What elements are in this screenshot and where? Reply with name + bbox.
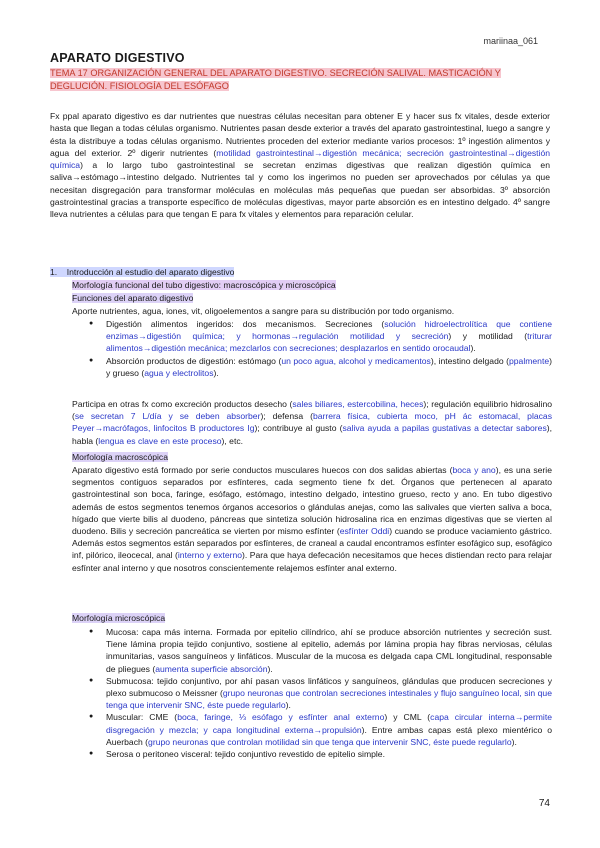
list-item: ● Serosa o peritoneo visceral: tejido conjuntivo revestido de epitelio simple. — [72, 748, 552, 760]
page-number: 74 — [538, 798, 550, 809]
intro-paragraph: Fx ppal aparato digestivo es dar nutrientes que nuestras células necesitan para obtener E y hacer sus fx vitales, desde exterior hasta que llegan a todas células organismo. Nutrientes pasan desde exterior a través del aparato gastrointestinal, luego a sangre y ésta la distribuye a todas células organismo. Nutrientes proceden del exterior mediante varios procesos: 1º ingestión alimentos y agua del exterior. 2º digerir nutrientes (motilidad gastrointestinal→digestión mecánica; secreción gastrointestinal→digestión química) a lo largo tubo gastrointestinal se secretan enzimas digestivas que realizan digestión química en saliva→estómago→intestino delgado. Nutrientes tal y como los ingerimos no pueden ser aprovechados por células ya que necesitan disgregación para transformar moléculas en moléculas más pequeñas que puedan ser absorbidas. 3º absorción gastrointestinal gracias a transporte específico de moléculas digestivas, mayor parte absorción es en intestino delgado. 4º sangre lleva nutrientes a células para que tengan E para fx vitales y elementos para reparación celular. — [50, 111, 550, 220]
other-functions-paragraph: Participa en otras fx como excreción productos desecho (sales biliares, estercobilina, heces); regulación equilibrio hidrosalino (se secretan 7 L/día y se deben absorber); defensa (barrera física, cubierta moco, pH ác estomacal, placas Peyer→macrófagos, linfocitos B productores Ig); contribuye al gusto (saliva ayuda a papilas gustativas a detectar sabores), habla (lengua es clave en este proceso), etc. — [72, 399, 553, 446]
micro-heading: Morfología microscópica — [72, 613, 166, 623]
page-title: APARATO DIGESTIVO — [50, 51, 185, 65]
list-item: ● Absorción productos de digestión: estómago (un poco agua, alcohol y medicamentos), intestino delgado (ppalmente) y grueso (agua y electrolitos). — [72, 355, 552, 379]
section-subtitle: Morfología funcional del tubo digestivo: macroscópica y microscópica — [72, 280, 336, 290]
functions-text: Aporte nutrientes, agua, iones, vit, oligoelementos a sangre para su distribución por todo organismo. — [72, 306, 455, 316]
topic-text: TEMA 17 ORGANIZACIÓN GENERAL DEL APARATO DIGESTIVO. SECRECIÓN SALIVAL. MASTICACIÓN Y DEGLUCIÓN. FISIOLOGÍA DEL ESÓFAGO — [50, 68, 501, 91]
topic-heading — [50, 67, 555, 92]
list-item: ● Mucosa: capa más interna. Formada por epitelio cilíndrico, ahí se produce absorción nutrientes y secreción sust. Tiene lámina propia tejido conjuntivo, sostiene al epitelio, además por lámina propia hay fibras nerviosas, células inmunitarias, vasos sanguíneos y linfáticos. Muscular de la mucosa es delgada capa CML longitudinal, responsable de pliegues (aumenta superficie absorción). — [72, 626, 552, 675]
section-heading — [50, 266, 234, 278]
section-title: Introducción al estudio del aparato digestivo — [66, 267, 235, 277]
macro-heading: Morfología macroscópica — [72, 452, 169, 462]
macro-paragraph: Aparato digestivo está formado por serie conductos musculares huecos con dos salidas abiertas (boca y ano), es una serie segmentos contiguos separados por esfínteres, cada segmento tiene fx det. Órganos que pertenecen al aparato gastrointestinal son boca, faringe, esófago, estómago, intestino delgado, intestino grueso, recto y ano. En tubo digestivo además de estos segmentos tenemos órganos accesorios o glándulas anejas, como las salivales que vierten saliva a boca, hígado que vierte bilis al duodeno, páncreas que sintetiza solución hidrosalina rica en enzimas digestivas que se vierten al duodeno. Bilis y secreción pancreática se vierten por mismo esfínter (esfínter Oddi) cuando se produce vaciamiento gástrico. Además estos segmentos están separados por esfínteres, de craneal a caudal encontramos esfínter esofágico sup, esofágico inf, pilórico, ileocecal, anal (interno y externo). Para que haya defecación necesitamos que heces distiendan recto para relajar esfínter anal interno y que nosotros conscientemente relajemos esfínter anal externo. — [72, 465, 552, 573]
functions-bullet-list — [72, 318, 552, 379]
intro-blue-note: motilidad gastrointestinal→digestión mecánica; secreción gastrointestinal→digestión química — [50, 147, 550, 171]
list-item: ● Muscular: CME (boca, faringe, ⅓ esófago y esfínter anal externo) y CML (capa circular interna→permite disgregación y mezcla; y capa longitudinal externa→propulsión). Entre ambas capas está plexo mientérico o Auerbach (grupo neuronas que controlan motilidad sin que tenga que intervenir SNC, éste puede regularlo). — [72, 711, 552, 748]
functions-heading: Funciones del aparato digestivo — [72, 293, 194, 303]
section-number: 1. — [50, 267, 58, 277]
author-header: mariinaa_061 — [483, 36, 538, 46]
micro-bullet-list — [72, 626, 552, 760]
list-item: ● Submucosa: tejido conjuntivo, por ahí pasan vasos linfáticos y sanguíneos, glándulas que producen secreciones y plexo submucoso o Meissner (grupo neuronas que controlan secreciones intestinales y flujo sanguíneo local, sin que tenga que intervenir SNC, éste puede regularlo). — [72, 675, 552, 712]
list-item: ● Digestión alimentos ingeridos: dos mecanismos. Secreciones (solución hidroelectrolítica que contiene enzimas→digestión química; y hormonas→regulación motilidad y secreción) y motilidad (triturar alimentos→digestión mecánica; mezclarlos con secreciones; desplazarlos en sentido orocaudal). — [72, 318, 552, 355]
